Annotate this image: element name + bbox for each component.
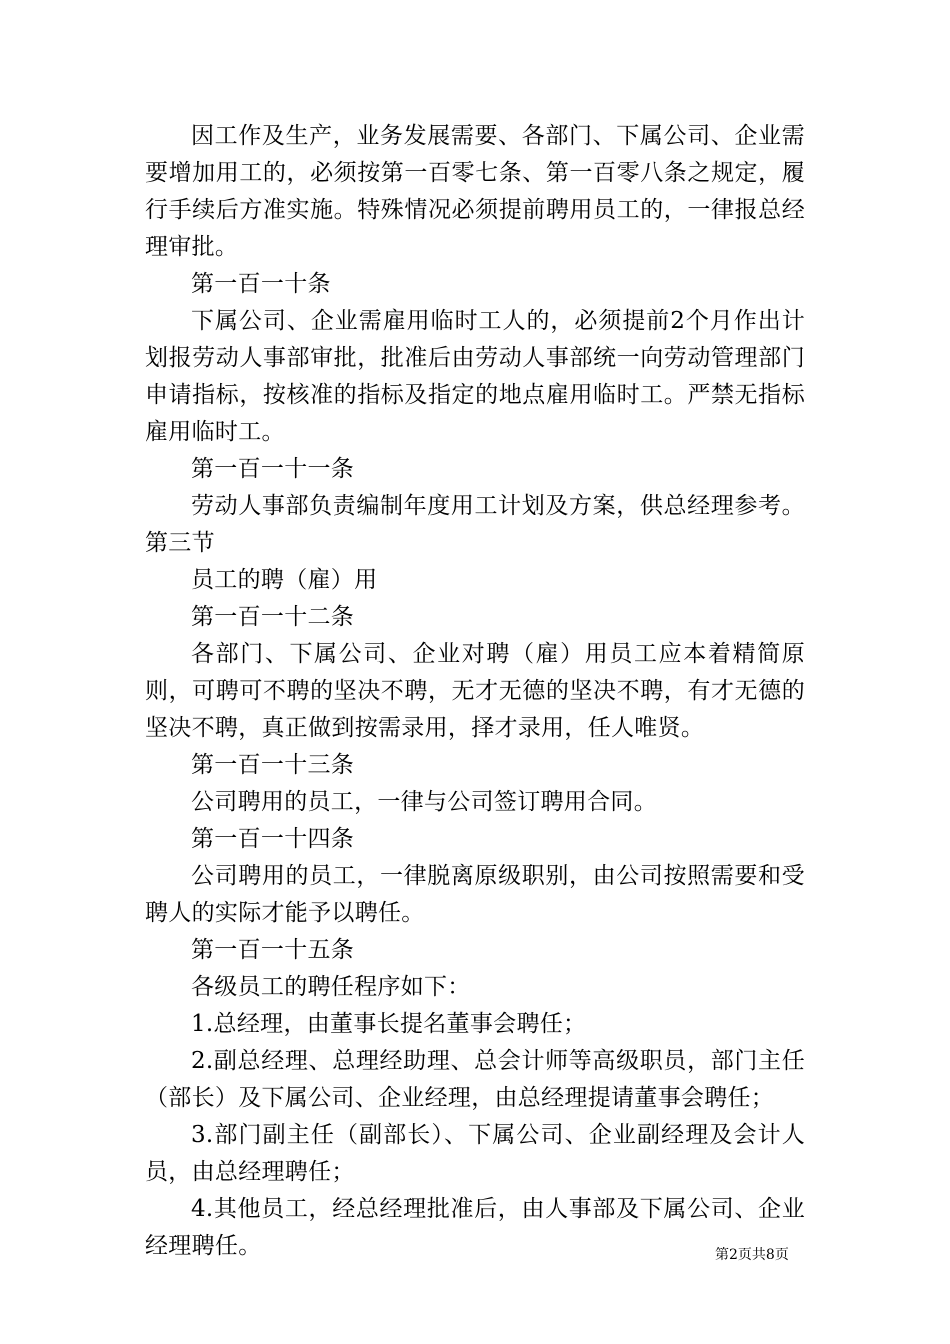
page-number-footer: 第2页共8页 — [715, 1247, 789, 1263]
paragraph-intro: 因工作及生产，业务发展需要、各部门、下属公司、企业需要增加用工的，必须按第一百零七条、第一百零八条之规定，履行手续后方准实施。特殊情况必须提前聘用员工的，一律报总经理审批。 — [145, 123, 805, 260]
list-item-4: 4.其他员工，经总经理批准后，由人事部及下属公司、企业经理聘任。 — [145, 1196, 805, 1259]
article-heading-114: 第一百一十四条 — [191, 826, 355, 852]
document-body — [145, 118, 805, 1265]
paragraph-article-112: 各部门、下属公司、企业对聘（雇）用员工应本着精简原则，可聘可不聘的坚决不聘，无才无德的坚决不聘，有才无德的坚决不聘，真正做到按需录用，择才录用，任人唯贤。 — [145, 641, 805, 741]
paragraph-article-114: 公司聘用的员工，一律脱离原级职别，由公司按照需要和受聘人的实际才能予以聘任。 — [145, 863, 805, 926]
article-heading-113: 第一百一十三条 — [191, 752, 355, 778]
paragraph-article-115: 各级员工的聘任程序如下： — [191, 974, 471, 1000]
paragraph-article-110: 下属公司、企业需雇用临时工人的，必须提前2个月作出计划报劳动人事部审批，批准后由劳动人事部统一向劳动管理部门申请指标，按核准的指标及指定的地点雇用临时工。严禁无指标雇用临时工。 — [145, 308, 805, 445]
section-title: 员工的聘（雇）用 — [191, 567, 378, 593]
paragraph-article-111: 劳动人事部负责编制年度用工计划及方案，供总经理参考。第三节 — [145, 493, 805, 556]
article-heading-115: 第一百一十五条 — [191, 937, 355, 963]
list-item-3: 3.部门副主任（副部长）、下属公司、企业副经理及会计人员，由总经理聘任； — [145, 1122, 805, 1185]
article-heading-112: 第一百一十二条 — [191, 604, 355, 630]
list-item-1: 1.总经理，由董事长提名董事会聘任； — [191, 1011, 587, 1037]
paragraph-article-113: 公司聘用的员工，一律与公司签订聘用合同。 — [191, 789, 657, 815]
list-item-2: 2.副总经理、总理经助理、总会计师等高级职员，部门主任（部长）及下属公司、企业经理，由总经理提请董事会聘任； — [145, 1048, 805, 1111]
article-heading-111: 第一百一十一条 — [191, 456, 355, 482]
article-heading-110: 第一百一十条 — [191, 271, 331, 297]
